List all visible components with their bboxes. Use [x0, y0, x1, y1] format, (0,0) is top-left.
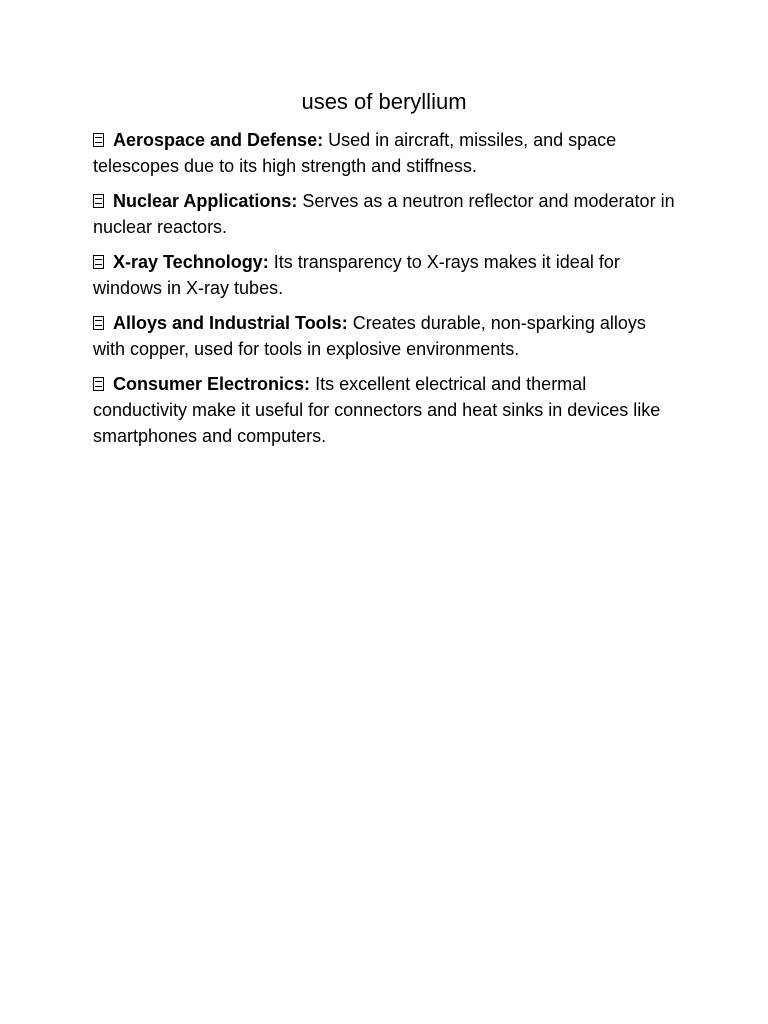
item-label: Consumer Electronics:: [113, 374, 311, 394]
item-label: Alloys and Industrial Tools:: [113, 313, 348, 333]
list-item-aerospace: [93, 127, 677, 179]
missing-glyph-box-icon: [93, 255, 104, 269]
item-text: Its excellent electrical and thermal conductivity make it useful for connectors and heat sinks in devices like smartphones and computers.: [93, 374, 661, 446]
missing-glyph-box-icon: [93, 194, 104, 208]
document-title: uses of beryllium: [301, 89, 467, 114]
missing-glyph-box-icon: [93, 377, 104, 391]
item-text: Creates durable, non-sparking alloys with copper, used for tools in explosive environments.: [93, 313, 646, 359]
item-label: Aerospace and Defense:: [113, 130, 324, 150]
document-body: [93, 127, 677, 458]
item-text: Used in aircraft, missiles, and space telescopes due to its high strength and stiffness.: [93, 130, 617, 176]
missing-glyph-box-icon: [93, 316, 104, 330]
item-text: Its transparency to X-rays makes it ideal for windows in X-ray tubes.: [93, 252, 620, 298]
missing-glyph-box-icon: [93, 133, 104, 147]
item-label: X-ray Technology:: [113, 252, 269, 272]
list-item-xray: [93, 249, 677, 301]
list-item-electronics: [93, 371, 677, 449]
list-item-alloys: [93, 310, 677, 362]
item-text: Serves as a neutron reflector and moderator in nuclear reactors.: [93, 191, 675, 237]
list-item-nuclear: [93, 188, 677, 240]
item-label: Nuclear Applications:: [113, 191, 298, 211]
